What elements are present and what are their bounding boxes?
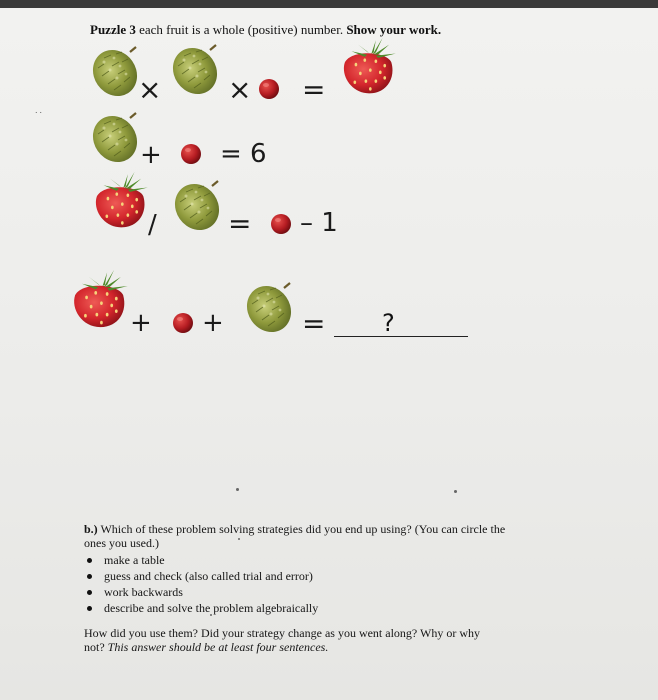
puzzle-title: Puzzle 3 each fruit is a whole (positive) number. Show your work. <box>90 22 442 37</box>
plus-sign: + <box>130 308 152 338</box>
question-b <box>84 522 604 616</box>
red-berry-icon <box>258 78 280 100</box>
times-sign: × <box>138 73 162 106</box>
divide-sign: / <box>148 210 157 240</box>
question-b-text-continued: ones you used.) <box>84 536 159 550</box>
strategy-item[interactable]: make a table <box>84 552 604 568</box>
strategy-item[interactable]: guess and check (also called trial and error) <box>84 568 604 584</box>
equation-2-result: = 6 <box>220 139 267 169</box>
plus-sign: + <box>202 308 224 338</box>
top-bar <box>0 0 658 8</box>
strategy-item[interactable]: describe and solve the problem algebraically <box>84 600 604 616</box>
question-c-line-1: How did you use them? Did your strategy change as you went along? Why or why <box>84 626 481 640</box>
strategy-list <box>84 552 604 616</box>
equals-sign: = <box>302 73 326 106</box>
plus-sign: + <box>140 140 162 170</box>
equals-sign: = <box>228 207 252 240</box>
durian-icon <box>90 46 142 100</box>
stray-mark <box>454 490 457 493</box>
question-b-text: b.) Which of these problem solving strategies did you end up using? (You can circle the <box>84 522 506 536</box>
answer-question-mark: ? <box>382 309 395 337</box>
strawberry-icon <box>66 270 130 334</box>
red-berry-icon <box>172 312 194 334</box>
times-sign: × <box>228 73 252 106</box>
equals-sign: = <box>302 307 326 340</box>
strategy-item[interactable]: work backwards <box>84 584 604 600</box>
equation-3-result: – 1 <box>300 208 338 238</box>
durian-icon <box>244 282 296 336</box>
question-c <box>84 626 584 654</box>
durian-icon <box>170 44 222 98</box>
question-c-line-2: not? This answer should be at least four sentences. <box>84 640 329 654</box>
red-berry-icon <box>180 143 202 165</box>
stray-mark <box>236 488 239 491</box>
durian-icon <box>172 180 224 234</box>
durian-icon <box>90 112 142 166</box>
margin-mark: ˙˙ <box>34 112 43 122</box>
strawberry-icon <box>88 172 150 234</box>
red-berry-icon <box>270 213 292 235</box>
answer-blank[interactable] <box>334 336 468 337</box>
strawberry-icon <box>336 38 398 100</box>
